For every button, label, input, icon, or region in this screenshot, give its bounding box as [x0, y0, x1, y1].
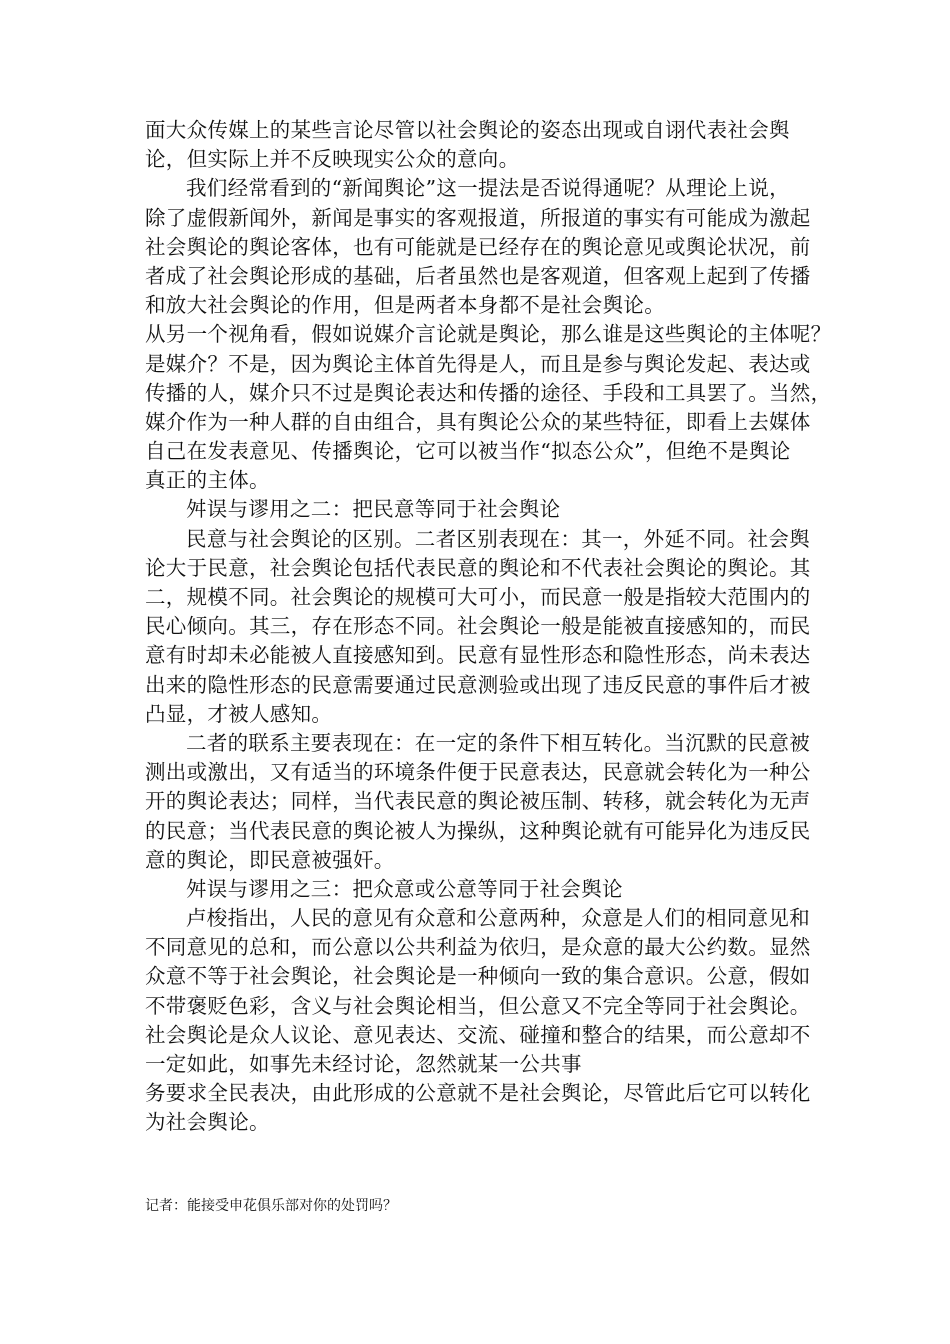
text-line: 真正的主体。: [145, 468, 270, 493]
text-line: 民心倾向。其三，存在形态不同。社会舆论一般是能被直接感知的，而民: [145, 614, 811, 639]
reporter-question: 记者：能接受申花俱乐部对你的处罚吗？: [145, 1198, 397, 1214]
text-line: 论，但实际上并不反映现实公众的意向。: [145, 147, 520, 172]
text-line: 意有时却未必能被人直接感知到。民意有显性形态和隐性形态，尚未表达: [145, 643, 811, 668]
text-line: 传播的人，媒介只不过是舆论表达和传播的途径、手段和工具罢了。当然，: [145, 380, 832, 405]
document-body: [145, 116, 832, 1138]
text-line: 众意不等于社会舆论，社会舆论是一种倾向一致的集合意识。公意，假如: [145, 964, 811, 989]
text-line: 为社会舆论。: [145, 1110, 270, 1135]
text-line: 从另一个视角看，假如说媒介言论就是舆论，那么谁是这些舆论的主体呢？: [145, 322, 832, 347]
text-line: 除了虚假新闻外，新闻是事实的客观报道，所报道的事实有可能成为激起: [145, 205, 811, 230]
text-line: 一定如此，如事先未经讨论，忽然就某一公共事: [145, 1052, 582, 1076]
text-line: 开的舆论表达；同样，当代表民意的舆论被压制、转移，就会转化为无声: [145, 789, 811, 814]
text-line: 不同意见的总和，而公意以公共利益为依归，是众意的最大公约数。显然: [145, 935, 811, 960]
text-line: 测出或激出，又有适当的环境条件便于民意表达，民意就会转化为一种公: [145, 760, 811, 785]
text-line: 意的舆论，即民意被强奸。: [145, 847, 395, 872]
text-line: 社会舆论是众人议论、意见表达、交流、碰撞和整合的结果，而公意却不: [145, 1022, 811, 1047]
text-line: 自己在发表意见、传播舆论，它可以被当作“拟态公众”，但绝不是舆论: [145, 439, 791, 464]
text-line: 社会舆论的舆论客体，也有可能就是已经存在的舆论意见或舆论状况，前: [145, 234, 811, 259]
text-line: 二，规模不同。社会舆论的规模可大可小，而民意一般是指较大范围内的: [145, 585, 811, 609]
text-line: 媒介作为一种人群的自由组合，具有舆论公众的某些特征，即看上去媒体: [145, 409, 811, 434]
text-line: 和放大社会舆论的作用，但是两者本身都不是社会舆论。: [145, 293, 665, 318]
text-line: 面大众传媒上的某些言论尽管以社会舆论的姿态出现或自诩代表社会舆: [145, 118, 790, 142]
text-line: 我们经常看到的“新闻舆论”这一提法是否说得通呢？从理论上说，: [186, 176, 790, 201]
text-line: 论大于民意，社会舆论包括代表民意的舆论和不代表社会舆论的舆论。其: [145, 555, 811, 580]
text-line: 的民意；当代表民意的舆论被人为操纵，这种舆论就有可能异化为违反民: [145, 818, 811, 843]
text-line: 出来的隐性形态的民意需要通过民意测验或出现了违反民意的事件后才被: [145, 672, 811, 697]
text-line: 卢梭指出，人民的意见有众意和公意两种，众意是人们的相同意见和: [186, 906, 810, 931]
text-line: 务要求全民表决，由此形成的公意就不是社会舆论，尽管此后它可以转化: [145, 1081, 811, 1106]
text-line: 二者的联系主要表现在：在一定的条件下相互转化。当沉默的民意被: [186, 730, 810, 755]
text-line: 是媒介？不是，因为舆论主体首先得是人，而且是参与舆论发起、表达或: [145, 351, 811, 376]
text-line: 民意与社会舆论的区别。二者区别表现在：其一，外延不同。社会舆: [186, 526, 810, 551]
text-line: 舛误与谬用之二：把民意等同于社会舆论: [186, 497, 561, 522]
text-line: 凸显，才被人感知。: [145, 701, 333, 726]
text-line: 舛误与谬用之三：把众意或公意等同于社会舆论: [186, 876, 623, 901]
text-line: 者成了社会舆论形成的基础，后者虽然也是客观道，但客观上起到了传播: [145, 263, 811, 288]
text-line: 不带褒贬色彩，含义与社会舆论相当，但公意又不完全等同于社会舆论。: [145, 993, 811, 1018]
